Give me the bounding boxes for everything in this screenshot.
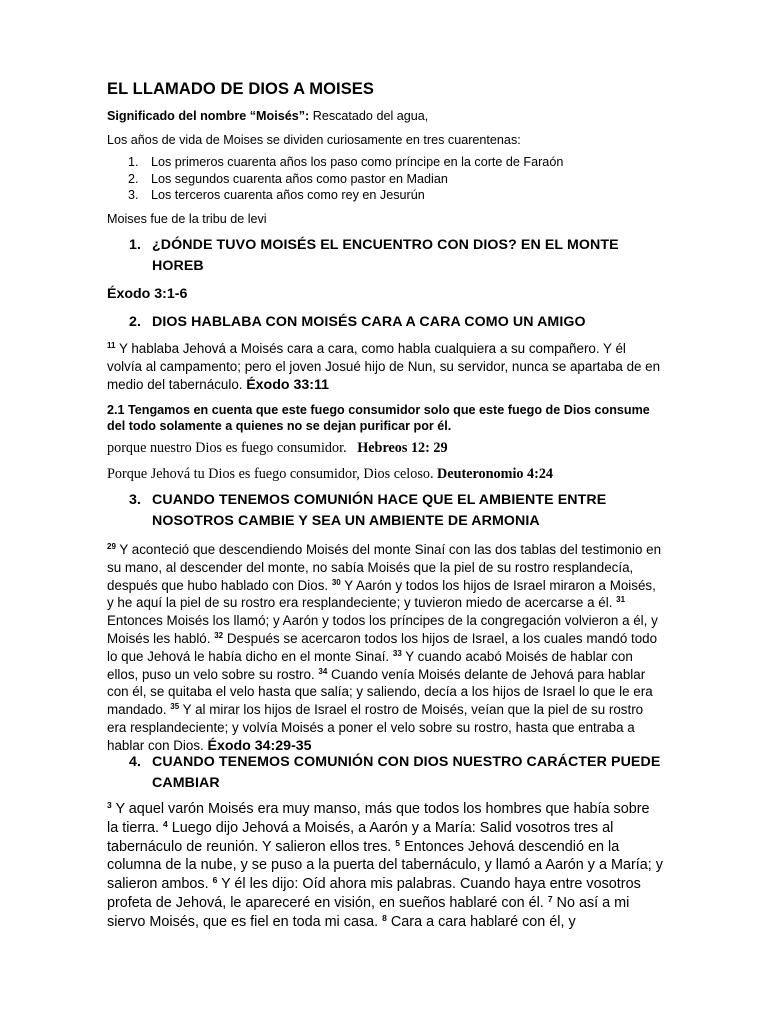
name-meaning-label: Significado del nombre “Moisés”: [107,109,310,123]
section-heading-2: 2. DIOS HABLABA CON MOISÉS CARA A CARA COMO UN AMIGO [129,314,586,330]
note-2-1: 2.1 Tengamos en cuenta que este fuego consumidor solo que este fuego de Dios consume del todo solamente a quienes no se dejan purificar por él. [107,403,650,433]
reference-deuteronomio: Deuteronomio 4:24 [437,466,554,482]
passage-numeros-12: $^3$ Y aquel varón Moisés era muy manso, más que todos los hombres que había sobre la tierra. $^4$ Luego dijo Jehová a Moisés, a Aarón y a María: Salid vosotros tres al tabernáculo de reunión. Y salieron ellos tres. $^5$ Entonces Jehová descendió en la columna de la nube, y se puso a la puerta del tabernáculo, y llamó a Aarón y a María; y salieron ambos. $^6$ Y él les dijo: Oíd ahora mis palabras. Cuando haya entre vosotros profeta de Jehová, le apareceré en visión, en sueños hablaré con él. $^7$ No así a mi siervo Moisés, que es fiel en toda mi casa. $^8$ Cara a cara hablaré con él, y [107,800,663,930]
passage-exodo-34: $^{29}$ Y aconteció que descendiendo Moisés del monte Sinaí con las dos tablas del testimonio en su mano, al descender del monte, no sabía Moisés que la piel de su rostro resplandecía, después que hubo hablado con Dios. $^{30}$ Y Aarón y todos los hijos de Israel miraron a Moisés, y he aquí la piel de su rostro era resplandeciente; y tuvieron miedo de acercarse a él. $^{31}$ Entonces Moisés los llamó; y Aarón y todos los príncipes de la congregación volvieron a él, y Moisés les habló. $^{32}$ Después se acercaron todos los hijos de Israel, a los cuales mandó todo lo que Jehová le había dicho en el monte Sinaí. $^{33}$ Y cuando acabó Moisés de hablar con ellos, puso un velo sobre su rostro. $^{34}$ Cuando venía Moisés delante de Jehová para hablar con él, se quitaba el velo hasta que salía; y saliendo, decía a los hijos de Israel lo que le era mandado. $^{35}$ Y al mirar los hijos de Israel el rostro de Moisés, veían que la piel de su rostro era resplandeciente; y volvía Moisés a poner el velo sobre su rostro, hasta que entraba a hablar con Dios. Éxodo 34:29-35 [107,542,662,754]
quote-deuteronomio: Porque Jehová tu Dios es fuego consumidor, Dios celoso. Deuteronomio 4:24 [107,466,554,482]
section-heading-3: 3. CUANDO TENEMOS COMUNIÓN HACE QUE EL AMBIENTE ENTRE NOSOTROS CAMBIE Y SEA UN AMBIENTE DE ARMONIA [129,492,607,529]
reference-hebreos: Hebreos 12: 29 [357,440,448,456]
intro-text: Los años de vida de Moises se dividen curiosamente en tres cuarentenas: [107,133,521,147]
name-meaning-text: Rescatado del agua, [309,109,429,123]
document-title: EL LLAMADO DE DIOS A MOISES [107,80,375,98]
section-heading-4: 4. CUANDO TENEMOS COMUNIÓN CON DIOS NUESTRO CARÁCTER PUEDE CAMBIAR [129,754,661,791]
reference-exodo-33-11: Éxodo 33:11 [246,376,329,393]
list-item: 3. Los terceros cuarenta años como rey en Jesurún [128,188,425,202]
section-heading-1: 1. ¿DÓNDE TUVO MOISÉS EL ENCUENTRO CON DIOS? EN EL MONTE HOREB [129,237,619,274]
quote-hebreos: porque nuestro Dios es fuego consumidor. Hebreos 12: 29 [107,440,448,456]
reference-exodo-3: Éxodo 3:1-6 [107,286,188,302]
name-meaning [107,108,663,124]
reference-exodo-34: Éxodo 34:29-35 [207,737,312,754]
list-item: 2. Los segundos cuarenta años como pastor en Madian [128,171,448,186]
tribe-text: Moises fue de la tribu de levi [107,212,267,226]
list-item: 1. Los primeros cuarenta años los paso como príncipe en la corte de Faraón [128,155,564,169]
periods-list [107,154,663,204]
verse-exodo-33-11: $^{11}$ Y hablaba Jehová a Moisés cara a cara, como habla cualquiera a su compañero. Y él volvía al campamento; pero el joven Josué hijo de Nun, su servidor, nunca se apartaba de en medio del tabernáculo. Éxodo 33:11 [107,341,661,393]
